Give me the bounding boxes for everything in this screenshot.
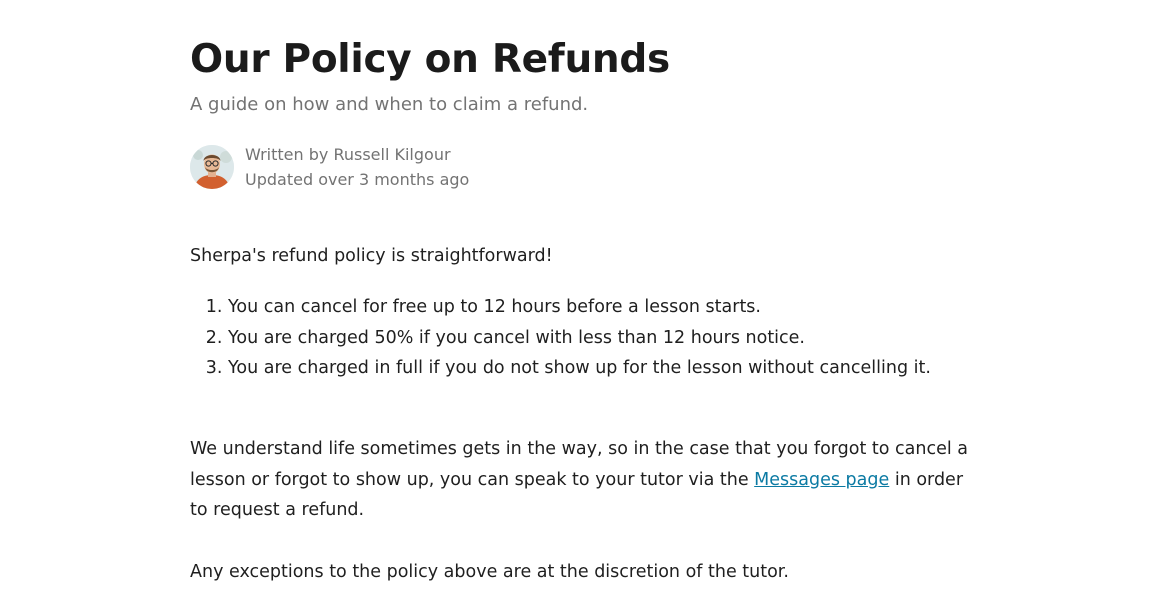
author-written-by: Written by Russell Kilgour (245, 145, 451, 164)
policy-list-item: 1. You can cancel for free up to 12 hours before a lesson starts. (228, 292, 931, 323)
paragraph-text: in order to request a refund. (190, 469, 964, 520)
paragraph-text: We understand life sometimes gets in the way, so in the case that you forgot to cancel a lesson or forgot to show up, you can speak to your tutor via the (190, 439, 969, 490)
messages-page-link[interactable]: Messages page (754, 469, 890, 490)
policy-list-item: 3. You are charged in full if you do not show up for the lesson without cancelling it. (228, 353, 931, 384)
page-subtitle: A guide on how and when to claim a refund. (190, 94, 589, 115)
author-avatar-icon (190, 145, 234, 189)
policy-list (190, 292, 931, 384)
article-updated-time: Updated over 3 months ago (245, 170, 470, 189)
author-meta (245, 142, 469, 192)
policy-list-item: 2. You are charged 50% if you cancel with less than 12 hours notice. (228, 323, 931, 354)
intro-paragraph: Sherpa's refund policy is straightforward! (190, 246, 553, 266)
refund-request-paragraph (190, 434, 975, 526)
exceptions-paragraph: Any exceptions to the policy above are at the discretion of the tutor. (190, 562, 789, 582)
page-title: Our Policy on Refunds (190, 37, 670, 82)
author-avatar (190, 145, 234, 189)
